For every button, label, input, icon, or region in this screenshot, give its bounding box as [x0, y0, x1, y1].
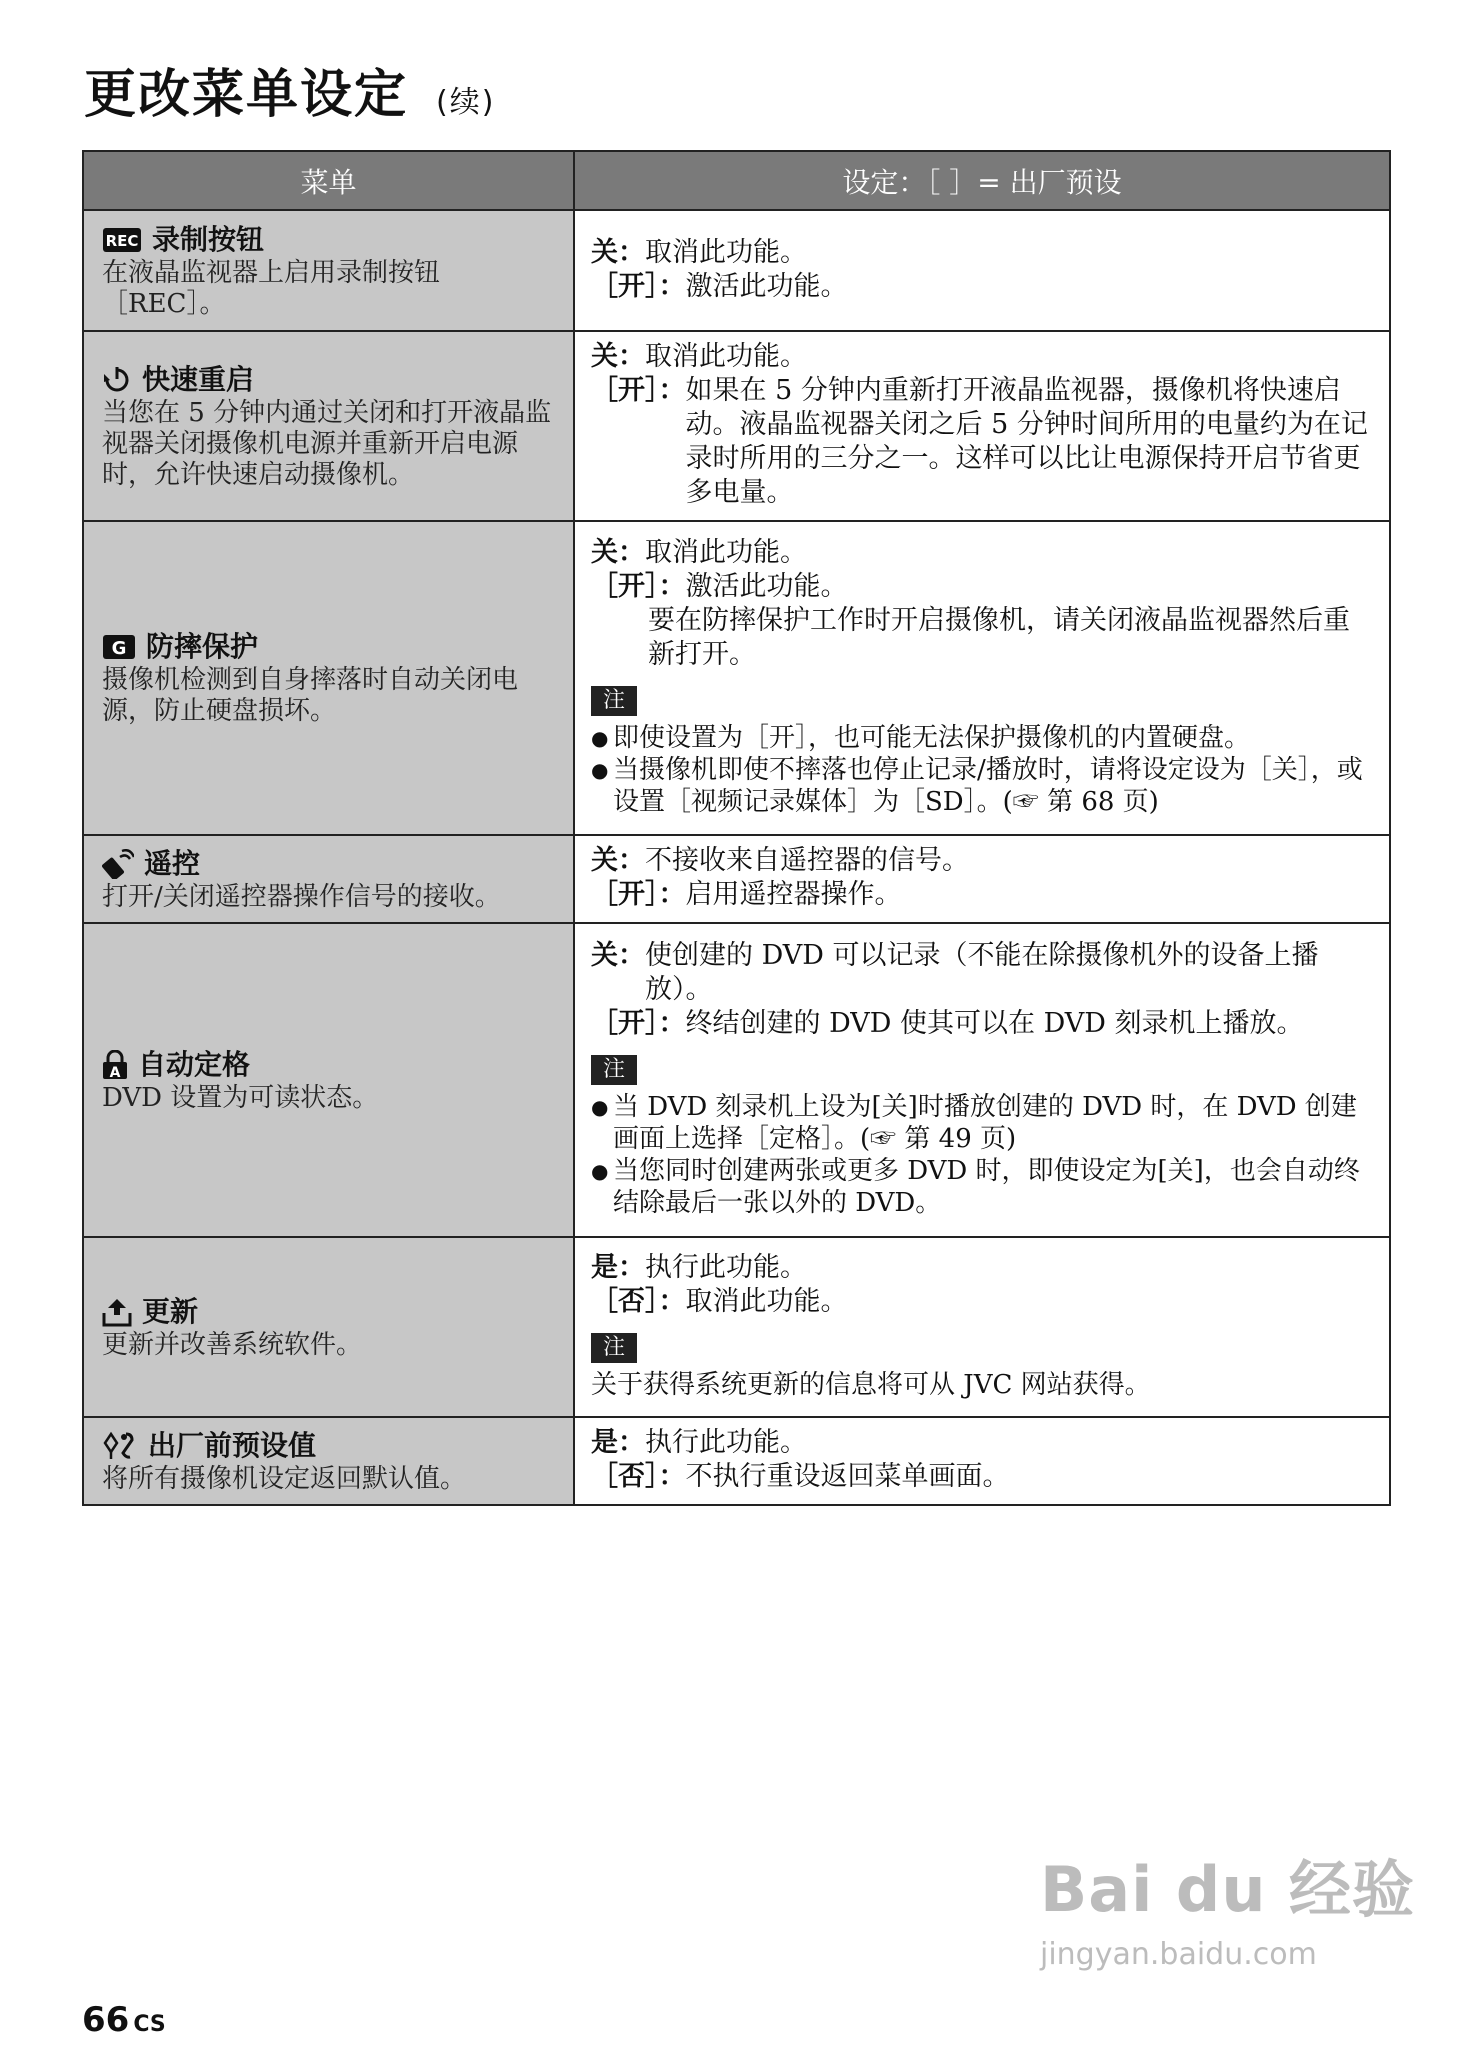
option-line: ［开］： 激活此功能。	[591, 571, 848, 602]
bullet-icon: ●	[591, 726, 609, 750]
menu-cell	[83, 1237, 574, 1417]
setting-cell	[574, 1417, 1390, 1505]
note-bullet: ● 当摄像机即使不摔落也停止记录/播放时，请将设定设为［关］，或设置［视频记录媒体］为［SD］。(☞ 第 68 页)	[591, 755, 1363, 817]
option-line: ［否］： 不执行重设返回菜单画面。	[591, 1461, 1010, 1492]
watermark-url: jingyan.baidu.com	[1040, 1937, 1317, 1972]
setting-cell	[574, 835, 1390, 923]
table-row	[83, 521, 1390, 835]
option-line: ［开］： 启用遥控器操作。	[591, 879, 902, 910]
item-desc: 打开/关闭遥控器操作信号的接收。	[102, 881, 501, 912]
header-setting: 设定：［ ］= 出厂预设	[574, 151, 1390, 210]
table-row	[83, 1237, 1390, 1417]
table-row	[83, 1417, 1390, 1505]
note-bullet: ● 当 DVD 刻录机上设为[关]时播放创建的 DVD 时，在 DVD 创建画面上选择［定格］。(☞ 第 49 页)	[591, 1092, 1357, 1154]
header-menu: 菜单	[83, 151, 574, 210]
option-line: 是： 执行此功能。	[591, 1427, 807, 1458]
table-header	[83, 151, 1390, 210]
quick-restart-icon	[102, 365, 132, 395]
note-text: 关于获得系统更新的信息将可从 JVC 网站获得。	[591, 1370, 1151, 1400]
setting-cell	[574, 1237, 1390, 1417]
menu-cell	[83, 331, 574, 521]
rec-icon	[102, 227, 142, 253]
svg-text:A: A	[109, 1064, 121, 1080]
remote-control-icon	[102, 849, 134, 879]
watermark-brand: Bai du 经验	[1040, 1853, 1416, 1926]
watermark	[1040, 1840, 1415, 1972]
svg-text:G: G	[111, 638, 127, 659]
option-line: 关： 取消此功能。	[591, 341, 807, 372]
menu-cell	[83, 210, 574, 331]
setting-cell	[574, 331, 1390, 521]
item-name: 出厂前预设值	[148, 1428, 317, 1462]
note-bullet: ● 即使设置为［开］，也可能无法保护摄像机的内置硬盘。	[591, 723, 1251, 753]
menu-settings-table	[82, 150, 1391, 1506]
note-label: 注	[591, 1333, 637, 1363]
item-name: 快速重启	[142, 362, 255, 396]
setting-cell	[574, 923, 1390, 1237]
page-title: 更改菜单设定 (续)	[84, 65, 496, 125]
factory-reset-icon	[102, 1431, 138, 1461]
table-row	[83, 331, 1390, 521]
update-icon	[102, 1297, 132, 1327]
note-label: 注	[591, 1055, 637, 1085]
item-name: 更新	[142, 1294, 199, 1328]
bullet-icon: ●	[591, 1159, 609, 1183]
note-bullet: ● 当您同时创建两张或更多 DVD 时，即使设定为[关]，也会自动终结除最后一张以外的 DVD。	[591, 1156, 1360, 1218]
option-line: ［否］： 取消此功能。	[591, 1286, 848, 1317]
menu-cell	[83, 521, 574, 835]
menu-cell	[83, 923, 574, 1237]
option-line: ［开］： 终结创建的 DVD 使其可以在 DVD 刻录机上播放。	[591, 1008, 1304, 1039]
table-row	[83, 835, 1390, 923]
note-label: 注	[591, 686, 637, 716]
option-line: ［开］： 激活此功能。	[591, 270, 848, 302]
language-code: CS	[133, 2012, 166, 2037]
table-row	[83, 923, 1390, 1237]
option-extra: 要在防摔保护工作时开启摄像机，请关闭液晶监视器然后重新打开。	[648, 605, 1350, 670]
menu-cell	[83, 1417, 574, 1505]
svg-text:REC: REC	[105, 231, 139, 250]
item-desc: 当您在 5 分钟内通过关闭和打开液晶监视器关闭摄像机电源并重新开启电源时，允许快速启动摄像机。	[102, 397, 552, 490]
drop-detection-icon	[102, 634, 136, 660]
item-name: 遥控	[144, 846, 201, 880]
option-line: ［开］： 如果在 5 分钟内重新打开液晶监视器，摄像机将快速启动。液晶监视器关闭之后 5 分钟时间所用的电量约为在记录时所用的三分之一。这样可以比让电源保持开启节省更多电量。	[591, 375, 1368, 508]
item-desc: DVD 设置为可读状态。	[102, 1082, 379, 1113]
setting-cell	[574, 210, 1390, 331]
bullet-icon: ●	[591, 758, 609, 782]
table-row	[83, 210, 1390, 331]
item-desc: 在液晶监视器上启用录制按钮［REC］。	[102, 257, 441, 319]
menu-cell	[83, 835, 574, 923]
auto-finalize-icon	[102, 1050, 128, 1080]
option-line: 关： 使创建的 DVD 可以记录（不能在除摄像机外的设备上播放）。	[591, 940, 1319, 1005]
setting-cell	[574, 521, 1390, 835]
page-number: 66 CS	[82, 2000, 166, 2040]
item-desc: 更新并改善系统软件。	[102, 1329, 363, 1360]
option-line: 是： 执行此功能。	[591, 1252, 807, 1283]
option-line: 关： 取消此功能。	[591, 236, 807, 268]
item-name: 自动定格	[138, 1047, 251, 1081]
item-desc: 将所有摄像机设定返回默认值。	[102, 1463, 467, 1494]
item-name: 防摔保护	[146, 630, 259, 663]
item-desc: 摄像机检测到自身摔落时自动关闭电源，防止硬盘损坏。	[102, 665, 519, 726]
item-name: 录制按钮	[152, 222, 265, 256]
title-suffix: (续)	[436, 85, 496, 120]
option-line: 关： 取消此功能。	[591, 537, 807, 568]
option-line: 关： 不接收来自遥控器的信号。	[591, 845, 969, 876]
bullet-icon: ●	[591, 1095, 609, 1119]
